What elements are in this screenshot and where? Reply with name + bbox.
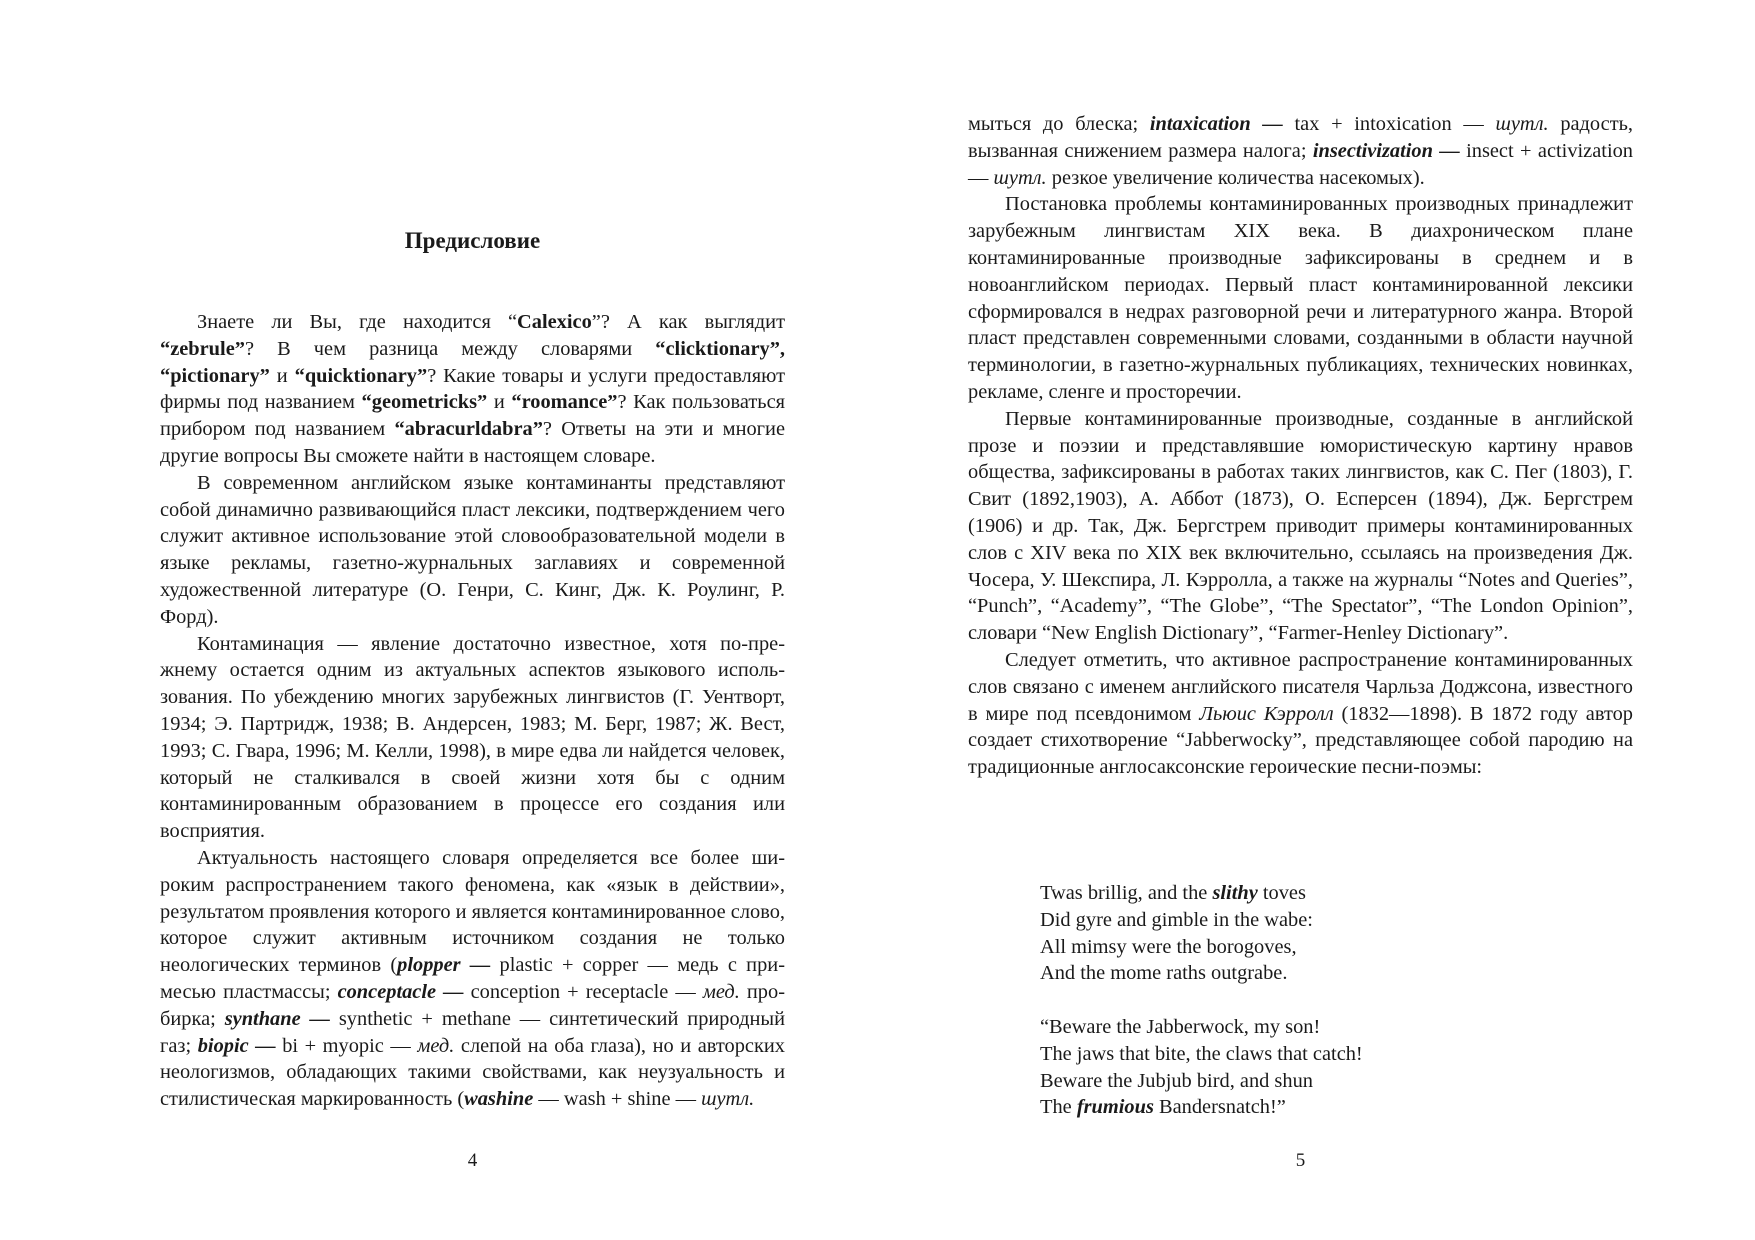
text-run: Первые контаминированные производные, созданные в английской прозе и поэзии и представлявшие юмористическую картину нравов общества, зафиксированы в работах таких лингвистов, как С. Пег (1803), Г. Свит (1892,1903), А. Аббот (1873), О. Есперсен (1894), Дж. Бергстрем (1906) и др. Так, Дж. Бергстрем приводит примеры контаминированных слов с XIV века по XIX век включительно, ссылаясь на произведения Дж. Чосера, У. Шекспира, Л. Кэрролла, а также на журналы “Notes and Queries”, “Punch”, “Academy”, “The Globe”, “The Spectator”, “The London Opinion”, словари “New English Dictionary”, “Farmer-Henley Dictionary”. bbox=[968, 407, 1633, 645]
text-run: Следует отметить, что активное распространение контаминированных слов связано с именем английского писателя Чарльза Доджсона, известного в мире под псевдонимом bbox=[968, 648, 1633, 725]
left-page bbox=[160, 0, 785, 1240]
text-run: toves bbox=[1257, 882, 1306, 904]
paragraph bbox=[968, 406, 1633, 647]
emphasized-term: synthane — bbox=[224, 1007, 330, 1030]
emphasized-term: slithy bbox=[1212, 882, 1258, 904]
emphasized-term: Льюис Кэрролл bbox=[1199, 702, 1334, 725]
text-run: Beware the Jubjub bird, and shun bbox=[1040, 1069, 1313, 1092]
emphasized-term: washine bbox=[464, 1088, 534, 1111]
emphasized-term: frumious bbox=[1076, 1096, 1154, 1119]
text-run: Bandersnatch!” bbox=[1153, 1096, 1286, 1119]
emphasized-term: мед. bbox=[702, 980, 740, 1003]
poem-line bbox=[1040, 880, 1600, 907]
poem-excerpt bbox=[1040, 880, 1600, 1148]
emphasized-term: “abracurldabra” bbox=[394, 418, 543, 441]
text-run: ? Ответы на эти и многие другие вопросы Вы сможете найти в настоящем словаре. bbox=[160, 418, 785, 467]
emphasized-term: “quicktionary” bbox=[294, 364, 428, 387]
paragraph bbox=[968, 191, 1633, 405]
text-run: — wash + shine — bbox=[533, 1088, 702, 1111]
text-run: And the mome raths outgrabe. bbox=[1040, 962, 1288, 985]
text-run: Контаминация — явление достаточно известное, хотя по-прежнему остается одним из актуальных аспектов языкового использования. По убеждению многих зарубежных лингвистов (Г. Уентворт, 1934; Э. Партридж, 1938; В. Андерсен, 1983; М. Берг, 1987; Ж. Вест, 1993; С. Гвара, 1996; М. Келли, 1998), в мире едва ли найдется человек, который не сталкивался в своей жизни хотя бы с одним контаминированным образованием в процессе его создания или восприятия. bbox=[160, 632, 785, 843]
emphasized-term: шутл. bbox=[1495, 113, 1549, 135]
right-page-body bbox=[968, 111, 1633, 781]
poem-stanza bbox=[1040, 1014, 1600, 1121]
left-page-body bbox=[160, 309, 785, 1113]
text-run: пробирка; bbox=[160, 980, 785, 1030]
poem-stanza bbox=[1040, 880, 1600, 987]
text-run: ? Как пользоваться прибором под названием bbox=[160, 391, 786, 441]
text-run: радость, вызванная снижением размера налога; bbox=[968, 113, 1633, 162]
text-run: synthetic + methane — синтетический природный газ; bbox=[160, 1007, 785, 1057]
paragraph bbox=[968, 647, 1633, 781]
emphasized-term: “clicktionary”, “pictionary” bbox=[160, 337, 785, 387]
text-run: The bbox=[1040, 1096, 1077, 1119]
emphasized-term: plopper — bbox=[397, 954, 491, 977]
paragraph bbox=[160, 845, 785, 1113]
emphasized-term: Calexico bbox=[517, 311, 592, 333]
text-run: В современном английском языке контаминанты представляют собой динамично развивающийся пласт лексики, подтверждением чего служит активное использование этой словообразовательной модели в языке рекламы, газетно-журнальных заглавиях и современной художественной литературе (О. Генри, С. Кинг, Дж. К. Роулинг, Р. Форд). bbox=[160, 471, 785, 628]
paragraph bbox=[160, 309, 785, 470]
text-run: слепой на оба глаза), но и авторских неологизмов, обладающих такими свойствами, как неузуальность и стилистическая маркированность ( bbox=[160, 1034, 785, 1111]
text-run: ? В чем разница между словарями bbox=[244, 337, 656, 360]
page-number-right: 5 bbox=[1295, 1150, 1306, 1171]
emphasized-term: insectivization — bbox=[1312, 139, 1460, 162]
text-run: (1832—1898). В 1872 году автор создает стихотворение “Jabberwocky”, представляющее собой пародию на традиционные англосаксонские героические песни-поэмы: bbox=[968, 702, 1633, 779]
page-number-left: 4 bbox=[467, 1150, 478, 1171]
emphasized-term: intaxication — bbox=[1149, 113, 1283, 135]
poem-line bbox=[1040, 1041, 1600, 1068]
text-run: plastic + copper — медь с примесью пластмассы; bbox=[160, 954, 785, 1003]
text-run: ”? А как выглядит bbox=[591, 311, 785, 333]
emphasized-term: “geometricks” bbox=[361, 391, 488, 414]
text-run: Did gyre and gimble in the wabe: bbox=[1040, 908, 1313, 931]
paragraph bbox=[160, 470, 785, 631]
text-run: и bbox=[269, 364, 295, 387]
text-run: Twas brillig, and the bbox=[1040, 882, 1213, 904]
text-run: tax + intoxication — bbox=[1282, 113, 1496, 135]
emphasized-term: biopic — bbox=[197, 1034, 276, 1057]
text-run: conception + receptacle — bbox=[463, 980, 703, 1003]
text-run: Актуальность настоящего словаря определяется все более широким распространением такого феномена, как «язык в действии», результатом проявления которого и является контаминированное слово, которое служит активным источником создания не только неологических терминов ( bbox=[160, 846, 785, 977]
text-run: Постановка проблемы контаминированных производных принадлежит зарубежным лингвистам XIX века. В диахроническом плане контаминированные производные зафиксированы в среднем и в новоанглийском периодах. Первый пласт контаминированной лексики сформировался в недрах разговорной речи и литературного жанра. Второй пласт представлен современными словами, созданными в области научной терминологии, в газетно-журнальных публикациях, технических новинках, рекламе, сленге и просторечии. bbox=[968, 193, 1633, 403]
poem-line bbox=[1040, 960, 1600, 987]
text-run: All mimsy were the borogoves, bbox=[1040, 935, 1297, 958]
poem-line bbox=[1040, 1014, 1600, 1041]
paragraph bbox=[160, 631, 785, 845]
poem-line bbox=[1040, 1094, 1600, 1121]
emphasized-term: “zebrule” bbox=[160, 337, 245, 360]
text-run: и bbox=[487, 391, 512, 414]
text-run: insect + activization — bbox=[968, 139, 1634, 189]
text-run: ? Какие товары и услуги предоставляют фирмы под названием bbox=[160, 364, 785, 414]
text-run: Знаете ли Вы, где находится “ bbox=[197, 311, 518, 333]
emphasized-term: “roomance” bbox=[511, 391, 618, 414]
poem-line bbox=[1040, 934, 1600, 961]
page-title: Предисловие bbox=[404, 228, 541, 253]
text-run: The jaws that bite, the claws that catch! bbox=[1040, 1042, 1363, 1065]
right-page bbox=[968, 0, 1633, 1240]
emphasized-term: conceptacle — bbox=[337, 980, 464, 1003]
emphasized-term: мед. bbox=[417, 1034, 455, 1057]
poem-line bbox=[1040, 1068, 1600, 1095]
emphasized-term: шутл. bbox=[701, 1088, 755, 1111]
text-run: мыться до блеска; bbox=[968, 113, 1150, 135]
text-run: резкое увеличение количества насекомых). bbox=[1046, 166, 1425, 189]
paragraph bbox=[968, 111, 1633, 191]
emphasized-term: шутл. bbox=[993, 166, 1047, 189]
poem-line bbox=[1040, 907, 1600, 934]
text-run: bi + myopic — bbox=[275, 1034, 418, 1057]
text-run: “Beware the Jabberwock, my son! bbox=[1040, 1015, 1321, 1038]
